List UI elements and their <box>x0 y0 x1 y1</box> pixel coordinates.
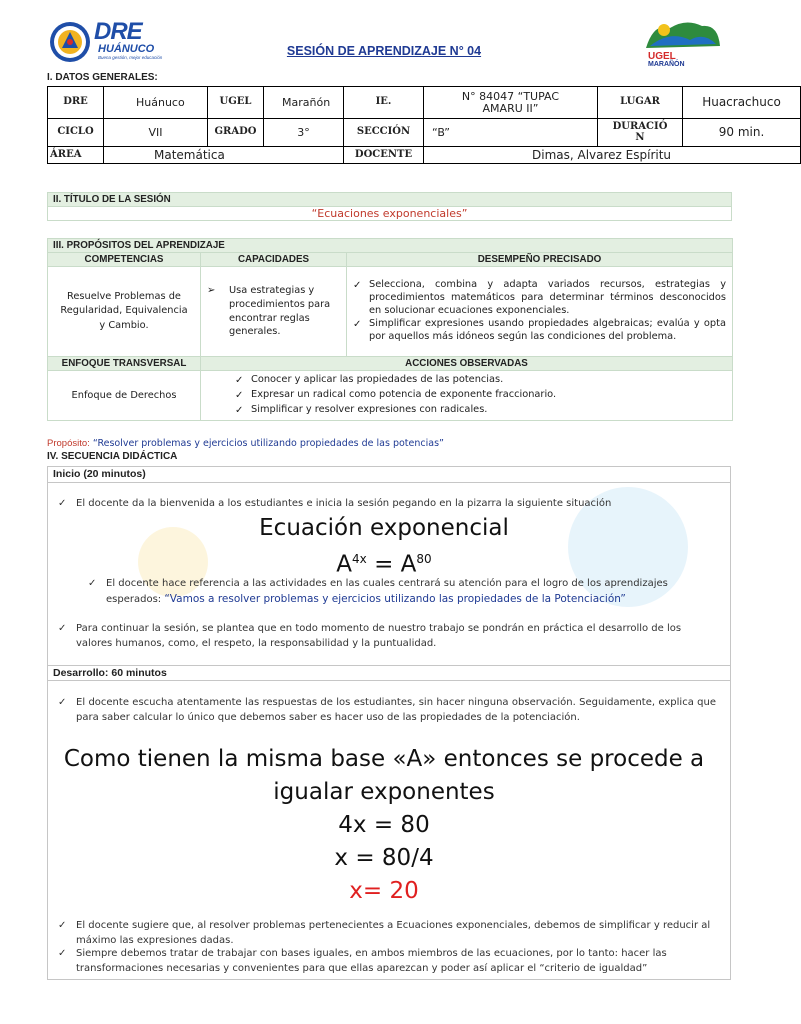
explanation-line-2: igualar exponentes <box>273 779 495 805</box>
logo-tagline: Buena gestión, mejor educación <box>98 55 163 60</box>
grado-label: GRADO <box>208 119 264 147</box>
check-icon: ✓ <box>58 920 67 931</box>
acciones-header: ACCIONES OBSERVADAS <box>201 357 733 371</box>
lugar-value: Huacrachuco <box>683 87 801 119</box>
explanation-answer: x= 20 <box>349 878 419 904</box>
competencia-cell: Resuelve Problemas de Regularidad, Equivalencia y Cambio. <box>48 267 201 357</box>
area-value: Matemática <box>104 147 344 164</box>
acciones-cell <box>201 371 733 421</box>
seccion-label: SECCIÓN <box>344 119 424 147</box>
competencias-header: COMPETENCIAS <box>48 253 201 267</box>
titulo-label: II. TÍTULO DE LA SESIÓN <box>48 193 732 207</box>
equation-exponent-1: 4x <box>352 552 367 566</box>
titulo-value: “Ecuaciones exponenciales” <box>48 207 732 221</box>
secuencia-label: IV. SECUENCIA DIDÁCTICA <box>47 451 178 462</box>
equation-exponent-2: 80 <box>416 552 432 566</box>
desarrollo-text-3: Siempre debemos tratar de trabajar con bases iguales, en ambos miembros de las ecuaciones, por lo tanto: hacer las transformaciones necesarias y convenientes para que ellas aparezcan y poder así aplicar el “criterio de igualdad” <box>76 948 667 974</box>
dre-huanuco-logo <box>48 18 170 66</box>
ie-label: IE. <box>344 87 424 119</box>
check-icon: ✓ <box>58 948 67 959</box>
ugel-logo-text: UGEL <box>648 51 676 62</box>
desarrollo-text-1: El docente escucha atentamente las respuestas de los estudiantes, sin hacer ninguna observación. Seguidamente, explica que para saber calcular lo único que debemos saber es hacer uso de las propiedades de la potenciación. <box>76 697 716 723</box>
secuencia-box <box>47 466 731 980</box>
inicio-paragraph-2 <box>88 577 716 607</box>
check-icon: ✓ <box>58 623 67 634</box>
dre-label: DRE <box>48 87 104 119</box>
desempeno-header: DESEMPEÑO PRECISADO <box>347 253 733 267</box>
duracion-value: 90 min. <box>683 119 801 147</box>
docente-label: DOCENTE <box>344 147 424 164</box>
proposito-label: Propósito: <box>47 438 90 449</box>
inicio-text-2b: “Vamos a resolver problemas y ejercicios utilizando las propiedades de la Potenciación” <box>164 592 626 605</box>
accion-item: ✓ Simplificar y resolver expresiones con radicales. <box>229 403 732 418</box>
desempeno-item: ✓ Simplificar expresiones usando propiedades algebraicas; evalúa y opta por aquellos más idóneos según las condiciones del problema. <box>347 318 726 344</box>
explanation-line-4: x = 80/4 <box>334 845 434 871</box>
ugel-maranon-logo <box>640 18 724 70</box>
huanuco-logo-text: HUÁNUCO <box>98 43 155 55</box>
enfoque-header: ENFOQUE TRANSVERSAL <box>48 357 201 371</box>
equation-middle: = A <box>366 551 417 578</box>
seccion-value: “B” <box>424 119 598 147</box>
ciclo-value: VII <box>104 119 208 147</box>
explanation-block <box>48 743 720 908</box>
titulo-table <box>47 192 732 221</box>
capacidad-item: ➢ Usa estrategias y procedimientos para encontrar reglas generales. <box>201 284 342 339</box>
check-icon: ✓ <box>58 498 67 509</box>
inicio-text-2a: El docente hace referencia a las actividades en las cuales centrará su atención para el logro de los aprendizajes esperados: <box>106 578 668 605</box>
section-datos-generales-label: I. DATOS GENERALES: <box>47 72 158 83</box>
capacidades-header: CAPACIDADES <box>201 253 347 267</box>
equation-title: Ecuación exponencial <box>259 515 509 541</box>
inicio-header: Inicio (20 minutos) <box>48 467 730 483</box>
equation-base: A <box>336 551 353 578</box>
document-title: SESIÓN DE APRENDIZAJE N° 04 <box>286 44 482 58</box>
desarrollo-paragraph-3 <box>58 947 716 976</box>
dre-value: Huánuco <box>104 87 208 119</box>
inicio-text-1: El docente da la bienvenida a los estudiantes e inicia la sesión pegando en la pizarra la siguiente situación <box>76 498 612 509</box>
enfoque-cell: Enfoque de Derechos <box>48 371 201 421</box>
grado-value: 3° <box>264 119 344 147</box>
proposito-line <box>47 438 444 449</box>
ugel-label: UGEL <box>208 87 264 119</box>
desarrollo-paragraph-2 <box>58 919 716 948</box>
general-data-table <box>47 86 801 164</box>
accion-item: ✓ Conocer y aplicar las propiedades de las potencias. <box>229 373 732 388</box>
propositos-label: III. PROPÓSITOS DEL APRENDIZAJE <box>48 239 733 253</box>
proposito-text: “Resolver problemas y ejercicios utilizando propiedades de las potencias” <box>92 438 444 449</box>
dre-logo-text: DRE <box>94 18 142 45</box>
equation-line <box>48 545 720 579</box>
duracion-label: DURACIÓN <box>598 119 683 147</box>
accion-item: ✓ Expresar un radical como potencia de exponente fraccionario. <box>229 388 732 403</box>
desempeno-cell <box>347 267 733 357</box>
desempeno-item: ✓ Selecciona, combina y adapta variados recursos, estrategias y procedimientos matemáticos para determinar términos desconocidos en solucionar ecuaciones exponenciales. <box>347 279 726 318</box>
capacidad-cell <box>201 267 347 357</box>
check-icon: ✓ <box>58 697 67 708</box>
ciclo-label: CICLO <box>48 119 104 147</box>
desarrollo-text-2: El docente sugiere que, al resolver problemas pertenecientes a Ecuaciones exponenciales, debemos de simplificar y reducir al máximo las expresiones dadas. <box>76 920 711 946</box>
desarrollo-paragraph-1 <box>58 696 716 725</box>
docente-value: Dimas, Alvarez Espíritu <box>424 147 801 164</box>
maranon-logo-text: MARAÑÓN <box>648 61 685 68</box>
explanation-line-3: 4x = 80 <box>338 812 430 838</box>
ugel-value: Marañón <box>264 87 344 119</box>
area-label: ÁREA <box>48 147 104 164</box>
inicio-text-3: Para continuar la sesión, se plantea que en todo momento de nuestro trabajo se pondrán en práctica el desarrollo de los valores humanos, como, el respeto, la responsabilidad y la puntualidad. <box>76 623 682 649</box>
inicio-paragraph-1 <box>58 497 716 512</box>
lugar-label: LUGAR <box>598 87 683 119</box>
desarrollo-header: Desarrollo: 60 minutos <box>48 665 730 681</box>
propositos-table <box>47 238 733 421</box>
check-icon: ✓ <box>88 578 97 589</box>
explanation-line-1: Como tienen la misma base «A» entonces se procede a <box>63 746 705 772</box>
inicio-paragraph-3 <box>58 622 716 651</box>
ie-value: N° 84047 “TUPAC AMARU II” <box>424 87 598 119</box>
